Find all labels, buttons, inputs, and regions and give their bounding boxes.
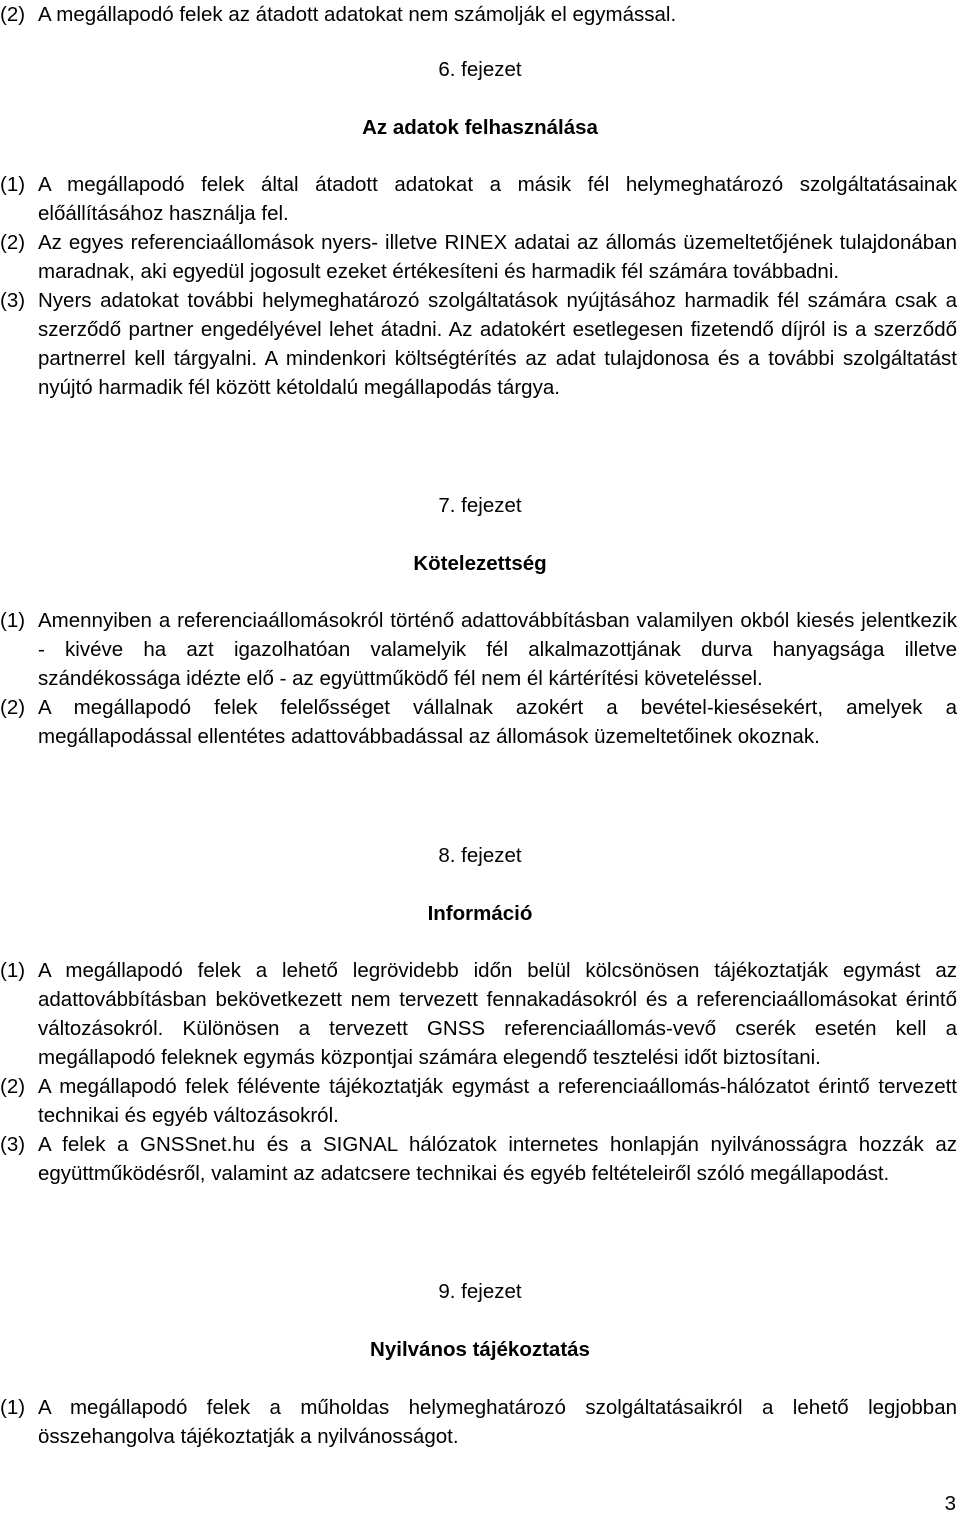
chapter-9-body: [0, 1393, 960, 1451]
paragraph-text: A megállapodó felek az átadott adatokat nem számolják el egymással.: [38, 3, 677, 26]
chapter-7-title: Kötelezettség: [413, 552, 547, 575]
paragraph-text: A felek a GNSSnet.hu és a SIGNAL hálózatok internetes honlapján nyilvánosságra hozzák az együttműködésről, valamint az adatcsere technikai és egyéb feltételeiről szóló megállapodást.: [38, 1133, 957, 1185]
paragraph-text: Az egyes referenciaállomások nyers- illetve RINEX adatai az állomás üzemeltetőjének tulajdonában maradnak, aki egyedül jogosult ezeket értékesíteni és harmadik fél számára továbbadni.: [38, 231, 957, 283]
paragraph: [0, 170, 960, 228]
chapter-8-title: Információ: [427, 902, 533, 925]
paragraph-text: Amennyiben a referenciaállomásokról történő adattovábbításban valamilyen okból kiesés jelentkezik - kivéve ha azt igazolhatóan valamelyik fél alkalmazottjának durva hanyagsága illetve szándékossága idézte elő - az együttműködő fél nem él kártérítési követeléssel.: [38, 609, 957, 690]
paragraph-number: (2): [0, 3, 26, 26]
chapter-6-title: Az adatok felhasználása: [362, 116, 598, 139]
paragraph-number: (1): [0, 959, 26, 982]
paragraph-number: (2): [0, 696, 26, 719]
paragraph: [0, 606, 960, 693]
chapter-7-heading: 7. fejezet: [438, 494, 522, 517]
paragraph-text: A megállapodó felek által átadott adatokat a másik fél helymeghatározó szolgáltatásainak előállításához használja fel.: [38, 173, 957, 225]
chapter-7-body: [0, 606, 960, 751]
paragraph-number: (2): [0, 231, 26, 254]
section-intro: [0, 0, 960, 29]
paragraph-text: Nyers adatokat további helymeghatározó szolgáltatások nyújtásához harmadik fél számára csak a szerződő partner engedélyével lehet átadni. Az adatokért esetlegesen fizetendő díjról is a szerződő partnerrel kell tárgyalni. A mindenkori költségtérítés az adat tulajdonosa és a további szolgáltatást nyújtó harmadik fél között kétoldalú megállapodás tárgya.: [38, 289, 957, 399]
paragraph: [0, 1393, 960, 1451]
paragraph: [0, 956, 960, 1072]
paragraph-number: (3): [0, 289, 26, 312]
paragraph: [0, 286, 960, 402]
paragraph-number: (2): [0, 1075, 26, 1098]
chapter-6-heading: 6. fejezet: [438, 58, 522, 81]
paragraph-number: (1): [0, 173, 26, 196]
paragraph-number: (1): [0, 1396, 26, 1419]
paragraph-text: A megállapodó felek a műholdas helymeghatározó szolgáltatásaikról a lehető legjobban összehangolva tájékoztatják a nyilvánosságot.: [38, 1396, 957, 1448]
chapter-9-title: Nyilvános tájékoztatás: [370, 1338, 590, 1361]
paragraph: [0, 228, 960, 286]
chapter-9-heading: 9. fejezet: [438, 1280, 522, 1303]
paragraph: [0, 1130, 960, 1188]
paragraph-number: (3): [0, 1133, 26, 1156]
paragraph: [0, 1072, 960, 1130]
paragraph: [0, 693, 960, 751]
paragraph-text: A megállapodó felek félévente tájékoztatják egymást a referenciaállomás-hálózatot érintő tervezett technikai és egyéb változásokról.: [38, 1075, 957, 1127]
chapter-8-body: [0, 956, 960, 1188]
paragraph-number: (1): [0, 609, 26, 632]
paragraph: [0, 0, 960, 29]
chapter-8-heading: 8. fejezet: [438, 844, 522, 867]
page-number: 3: [944, 1492, 956, 1515]
paragraph-text: A megállapodó felek a lehető legrövidebb időn belül kölcsönösen tájékoztatják egymást az adattovábbításban bekövetkezett nem tervezett fennakadásokról és a referenciaállomásokat érintő változásokról. Különösen a tervezett GNSS referenciaállomás-vevő cserék esetén kell a megállapodó feleknek egymás központjai számára elegendő tesztelési időt biztosítani.: [38, 959, 957, 1069]
paragraph-text: A megállapodó felek felelősséget vállalnak azokért a bevétel-kiesésekért, amelyek a megállapodással ellentétes adattovábbadással az állomások üzemeltetőinek okoznak.: [38, 696, 957, 748]
chapter-6-body: [0, 170, 960, 402]
